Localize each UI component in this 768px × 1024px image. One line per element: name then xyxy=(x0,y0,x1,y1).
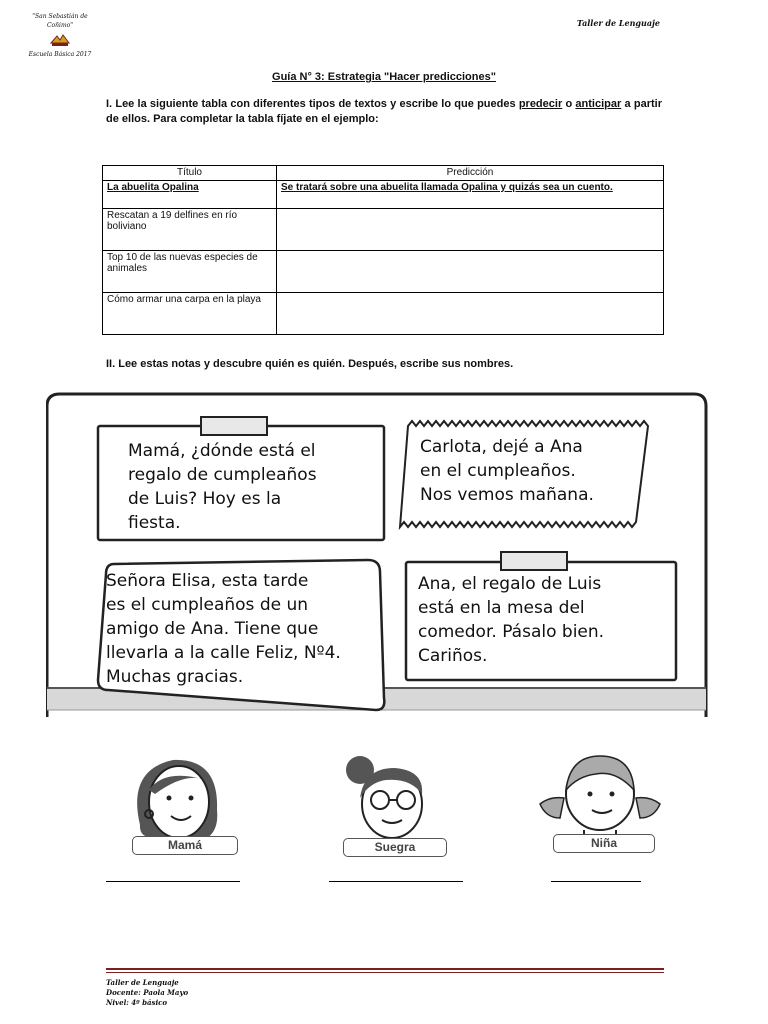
school-logo xyxy=(20,12,100,59)
nina-label: Niña xyxy=(553,834,655,853)
footer-subject: Taller de Lenguaje xyxy=(106,978,179,987)
prediction-table xyxy=(102,165,664,335)
school-year: Escuela Básica 2017 xyxy=(28,51,92,58)
row-prediction: Se tratará sobre una abuelita llamada Opalina y quizás sea un cuento. xyxy=(277,181,664,209)
note-mama: Mamá, ¿dónde está el regalo de cumpleaños de Luis? Hoy es la fiesta. xyxy=(128,441,317,533)
characters-row xyxy=(0,740,768,890)
row-title: Rescatan a 19 delfines en río boliviano xyxy=(103,209,277,251)
header-titulo: Título xyxy=(103,166,277,181)
row-prediction-input[interactable] xyxy=(277,293,664,335)
footer xyxy=(106,968,664,1008)
section1-instruction: I. Lee la siguiente tabla con diferentes tipos de textos y escribe lo que puedes predecir o anticipar a partir de ellos. Para completar la tabla fíjate en el ejemplo: xyxy=(106,98,662,125)
note-carlota: Carlota, dejé a Ana en el cumpleaños. Nos vemos mañana. xyxy=(420,437,594,505)
table-row xyxy=(103,181,664,209)
section2-instruction: II. Lee estas notas y descubre quién es quién. Después, escribe sus nombres. xyxy=(106,358,514,370)
footer-rule xyxy=(106,968,664,970)
nina-portrait-icon xyxy=(536,746,666,846)
row-prediction-input[interactable] xyxy=(277,251,664,293)
footer-rule-thin xyxy=(106,972,664,973)
table-row xyxy=(103,251,664,293)
row-title: Top 10 de las nuevas especies de animales xyxy=(103,251,277,293)
mama-label: Mamá xyxy=(132,836,238,855)
notice-board xyxy=(46,392,708,717)
table-row xyxy=(103,209,664,251)
header-prediccion: Predicción xyxy=(277,166,664,181)
footer-teacher: Docente: Paola Mayo xyxy=(106,988,189,997)
row-prediction-input[interactable] xyxy=(277,209,664,251)
answer-line-mama[interactable] xyxy=(106,881,240,882)
note-senora-elisa: Señora Elisa, esta tarde es el cumpleaños de un amigo de Ana. Tiene que llevarla a la calle Feliz, Nº4. Muchas gracias. xyxy=(106,571,341,687)
school-crest-icon xyxy=(49,33,71,47)
footer-level: Nivel: 4º básico xyxy=(106,998,168,1007)
answer-line-nina[interactable] xyxy=(551,881,641,882)
row-title: Cómo armar una carpa en la playa xyxy=(103,293,277,335)
table-row xyxy=(103,293,664,335)
row-title: La abuelita Opalina xyxy=(103,181,277,209)
table-header-row xyxy=(103,166,664,181)
page-title: Guía N° 3: Estrategia "Hacer predicciones" xyxy=(272,71,496,83)
school-name: "San Sebastián de Coñimo" xyxy=(32,13,88,29)
subject-header: Taller de Lenguaje xyxy=(576,18,660,28)
answer-line-suegra[interactable] xyxy=(329,881,463,882)
note-ana: Ana, el regalo de Luis está en la mesa del comedor. Pásalo bien. Cariños. xyxy=(418,574,605,666)
suegra-label: Suegra xyxy=(343,838,447,857)
